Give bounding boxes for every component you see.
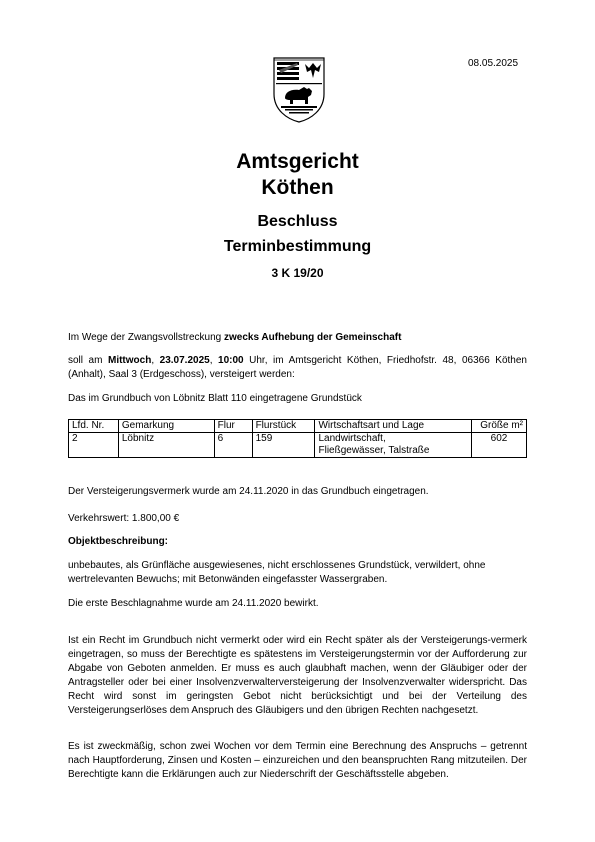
column-header: Wirtschaftsart und Lage: [315, 420, 472, 433]
vermerk-paragraph: Der Versteigerungsvermerk wurde am 24.11.2020 in das Grundbuch eingetragen.: [68, 486, 429, 497]
column-header: Gemarkung: [118, 420, 214, 433]
intro-text: Im Wege der Zwangsvollstreckung: [68, 332, 224, 343]
intro-purpose: zwecks Aufhebung der Gemeinschaft: [224, 332, 402, 343]
column-header: Größe m²: [472, 420, 527, 433]
object-description-text: unbebautes, als Grünfläche ausgewiesenes, nicht erschlossenes Grundstück, verwildert, ohne wertrelevanten Bewuchs; mit Betonwänden eingefasster Wassergraben.: [68, 560, 486, 585]
table-header-row: [69, 420, 527, 433]
cell-flur: 6: [214, 433, 252, 458]
column-header: Flurstück: [252, 420, 315, 433]
column-header: Flur: [214, 420, 252, 433]
property-table: [68, 419, 527, 458]
cell-gemarkung: Löbnitz: [118, 433, 214, 458]
document-type: Beschluss: [257, 213, 338, 230]
schedule-text: soll am: [68, 355, 108, 366]
cell-lage: [315, 433, 472, 458]
auction-time: 10:00: [218, 355, 244, 366]
cell-flurstueck: 159: [252, 433, 315, 458]
schedule-paragraph: [68, 354, 527, 382]
lage-line: Landwirtschaft,: [318, 433, 386, 444]
schedule-text: ,: [151, 355, 160, 366]
coat-of-arms-icon: [271, 56, 327, 124]
column-header: Lfd. Nr.: [69, 420, 119, 433]
case-number: 3 K 19/20: [271, 266, 324, 280]
rights-paragraph: Ist ein Recht im Grundbuch nicht vermerkt oder wird ein Recht später als der Versteigerungs-vermerk eingetragen, so muss der Berechtigte es spätestens im Versteigerungstermin vor der Aufforderung zur Abgabe von Geboten anmelden. Er muss es auch glaubhaft machen, wenn der Gläubiger oder der Antragsteller oder bei einer Insolvenzverwalterversteigerung der Insolvenzverwalter widerspricht. Das Recht wird sonst im geringsten Gebot nicht berücksichtigt und bei der Verteilung des Versteigerungserlöses dem Anspruch des Gläubigers und den übrigen Rechten nachgesetzt.: [68, 635, 527, 716]
seizure-paragraph: Die erste Beschlagnahme wurde am 24.11.2020 bewirkt.: [68, 598, 319, 609]
lage-line: Fließgewässer, Talstraße: [318, 445, 430, 456]
document-date: 08.05.2025: [468, 58, 519, 69]
auction-day: Mittwoch: [107, 355, 152, 366]
table-row: [69, 433, 527, 458]
advice-paragraph: Es ist zweckmäßig, schon zwei Wochen vor dem Termin eine Berechnung des Anspruchs – getrennt nach Hauptforderung, Zinsen und Kosten – einzureichen und den beanspruchten Rang mitzuteilen. Der Berechtigte kann die Erklärungen auch zur Niederschrift der Geschäftsstelle abgeben.: [68, 741, 527, 780]
court-name: Amtsgericht: [236, 150, 359, 173]
court-location: Köthen: [261, 176, 334, 199]
auction-date: 23.07.2025: [159, 355, 210, 366]
cell-lfd-nr: 2: [69, 433, 119, 458]
schedule-location: Uhr, im Amtsgericht Köthen, Friedhofstr. 48, 06366 Köthen (Anhalt), Saal 3 (Erdgeschoss), versteigert werden:: [68, 355, 527, 380]
intro-paragraph: [68, 331, 527, 345]
object-description-heading: Objektbeschreibung:: [68, 536, 169, 547]
document-subject: Terminbestimmung: [223, 238, 372, 255]
market-value: Verkehrswert: 1.800,00 €: [68, 513, 180, 524]
schedule-text: ,: [209, 355, 219, 366]
cell-groesse: 602: [472, 433, 527, 458]
land-register-intro: Das im Grundbuch von Löbnitz Blatt 110 eingetragene Grundstück: [68, 393, 362, 404]
